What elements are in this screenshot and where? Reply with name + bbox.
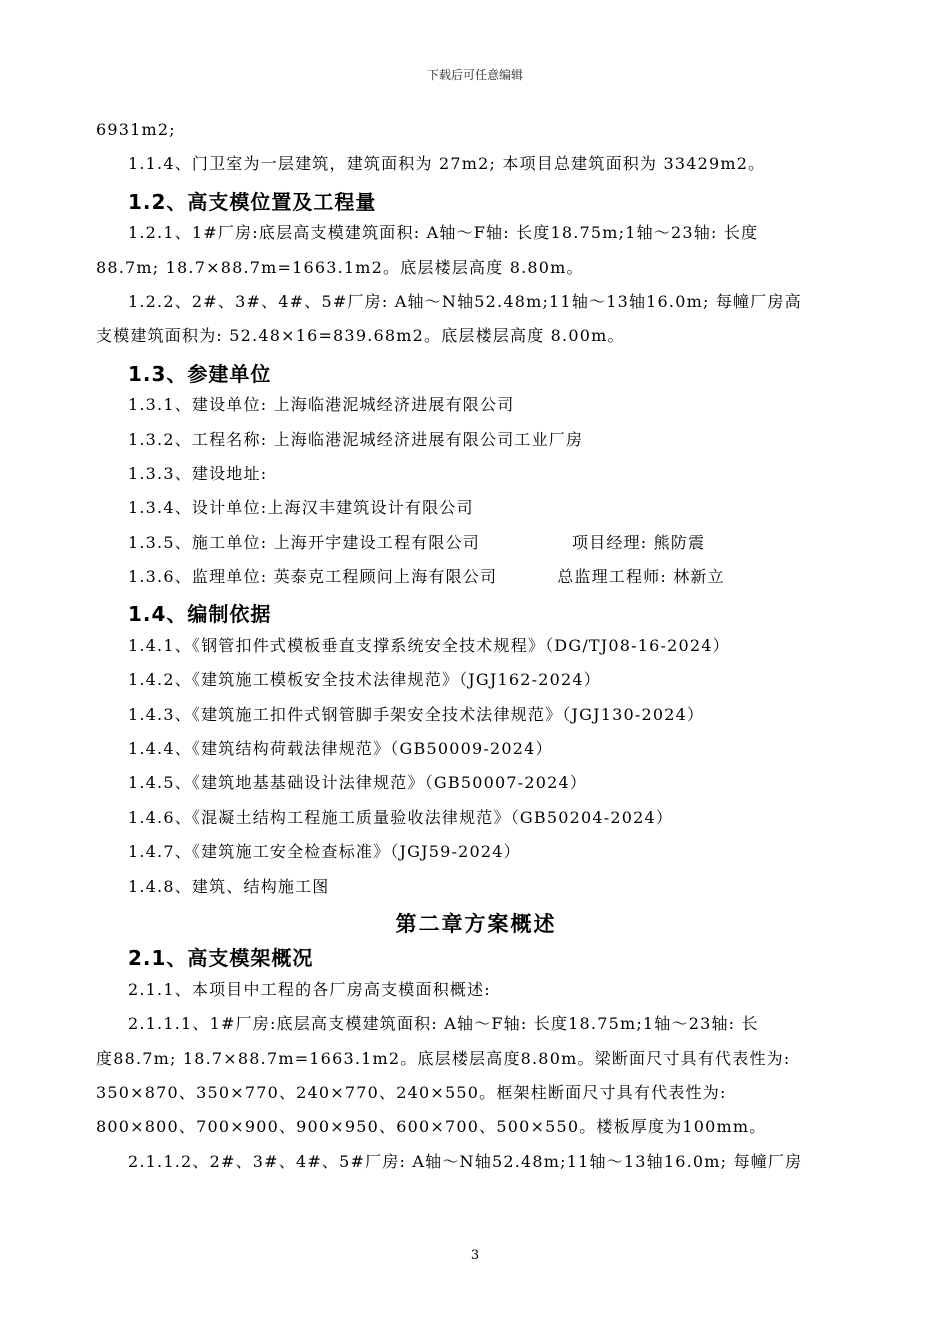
paragraph-line: 1.2.1、1#厂房:底层高支模建筑面积: A轴～F轴: 长度18.75m;1轴～23轴: 长度 [128, 223, 759, 243]
chapter-title: 第二章方案概述 [395, 911, 557, 936]
paragraph-line [96, 567, 856, 601]
section-heading: 1.3、参建单位 [128, 361, 272, 386]
paragraph-line: 800×800、700×900、900×950、600×700、500×550。楼板厚度为100mm。 [96, 1117, 767, 1137]
paragraph-line: 88.7m; 18.7×88.7m=1663.1m2。底层楼层高度 8.80m。 [96, 257, 584, 277]
page-number: 3 [470, 1248, 480, 1263]
paragraph-line: 2.1.1、本项目中工程的各厂房高支模面积概述: [128, 979, 491, 999]
paragraph-line: 350×870、350×770、240×770、240×550。框架柱断面尺寸具有代表性为: [96, 1082, 727, 1102]
paragraph-line: 度88.7m; 18.7×88.7m=1663.1m2。底层楼层高度8.80m。梁断面尺寸具有代表性为: [96, 1048, 791, 1068]
document-body [96, 120, 856, 1186]
reference-item: 1.4.8、建筑、结构施工图 [128, 876, 330, 896]
supervision-unit: 1.3.6、监理单位: 英泰克工程顾问上海有限公司 [128, 567, 498, 587]
paragraph-line: 1.3.3、建设地址: [128, 463, 268, 483]
section-heading: 2.1、高支模架概况 [128, 946, 314, 971]
paragraph-line [96, 533, 856, 567]
reference-item: 1.4.4、《建筑结构荷载法律规范》（GB50009-2024） [128, 739, 553, 759]
section-heading: 1.4、编制依据 [128, 602, 272, 627]
paragraph-line: 1.1.4、门卫室为一层建筑，建筑面积为 27m2; 本项目总建筑面积为 33429m2。 [128, 154, 766, 174]
chief-supervisor: 总监理工程师: 林新立 [557, 567, 725, 587]
paragraph-line: 1.3.1、建设单位: 上海临港泥城经济进展有限公司 [128, 395, 515, 415]
project-manager: 项目经理: 熊防震 [572, 532, 706, 552]
paragraph-line: 1.3.2、工程名称: 上海临港泥城经济进展有限公司工业厂房 [128, 429, 584, 449]
page-header: 下载后可任意编辑 [426, 68, 523, 82]
paragraph-line: 支模建筑面积为: 52.48×16=839.68m2。底层楼层高度 8.00m。 [96, 326, 625, 346]
paragraph-line: 1.2.2、2#、3#、4#、5#厂房: A轴～N轴52.48m;11轴～13轴16.0m; 每幢厂房高 [128, 291, 802, 311]
paragraph-line: 2.1.1.2、2#、3#、4#、5#厂房: A轴～N轴52.48m;11轴～13轴16.0m; 每幢厂房 [128, 1151, 803, 1171]
paragraph-line: 2.1.1.1、1#厂房:底层高支模建筑面积: A轴～F轴: 长度18.75m;1轴～23轴: 长 [128, 1014, 759, 1034]
reference-item: 1.4.7、《建筑施工安全检查标准》（JGJ59-2024） [128, 842, 521, 862]
construction-unit: 1.3.5、施工单位: 上海开宇建设工程有限公司 [128, 532, 480, 552]
reference-item: 1.4.1、《钢管扣件式模板垂直支撑系统安全技术规程》（DG/TJ08-16-2024） [128, 635, 730, 655]
reference-item: 1.4.5、《建筑地基基础设计法律规范》（GB50007-2024） [128, 773, 588, 793]
reference-item: 1.4.3、《建筑施工扣件式钢管脚手架安全技术法律规范》（JGJ130-2024） [128, 704, 705, 724]
section-heading: 1.2、高支模位置及工程量 [128, 189, 377, 214]
paragraph-line: 1.3.4、设计单位:上海汉丰建筑设计有限公司 [128, 498, 474, 518]
reference-item: 1.4.6、《混凝土结构工程施工质量验收法律规范》（GB50204-2024） [128, 807, 674, 827]
reference-item: 1.4.2、《建筑施工模板安全技术法律规范》（JGJ162-2024） [128, 670, 601, 690]
paragraph-line: 6931m2; [96, 120, 176, 139]
